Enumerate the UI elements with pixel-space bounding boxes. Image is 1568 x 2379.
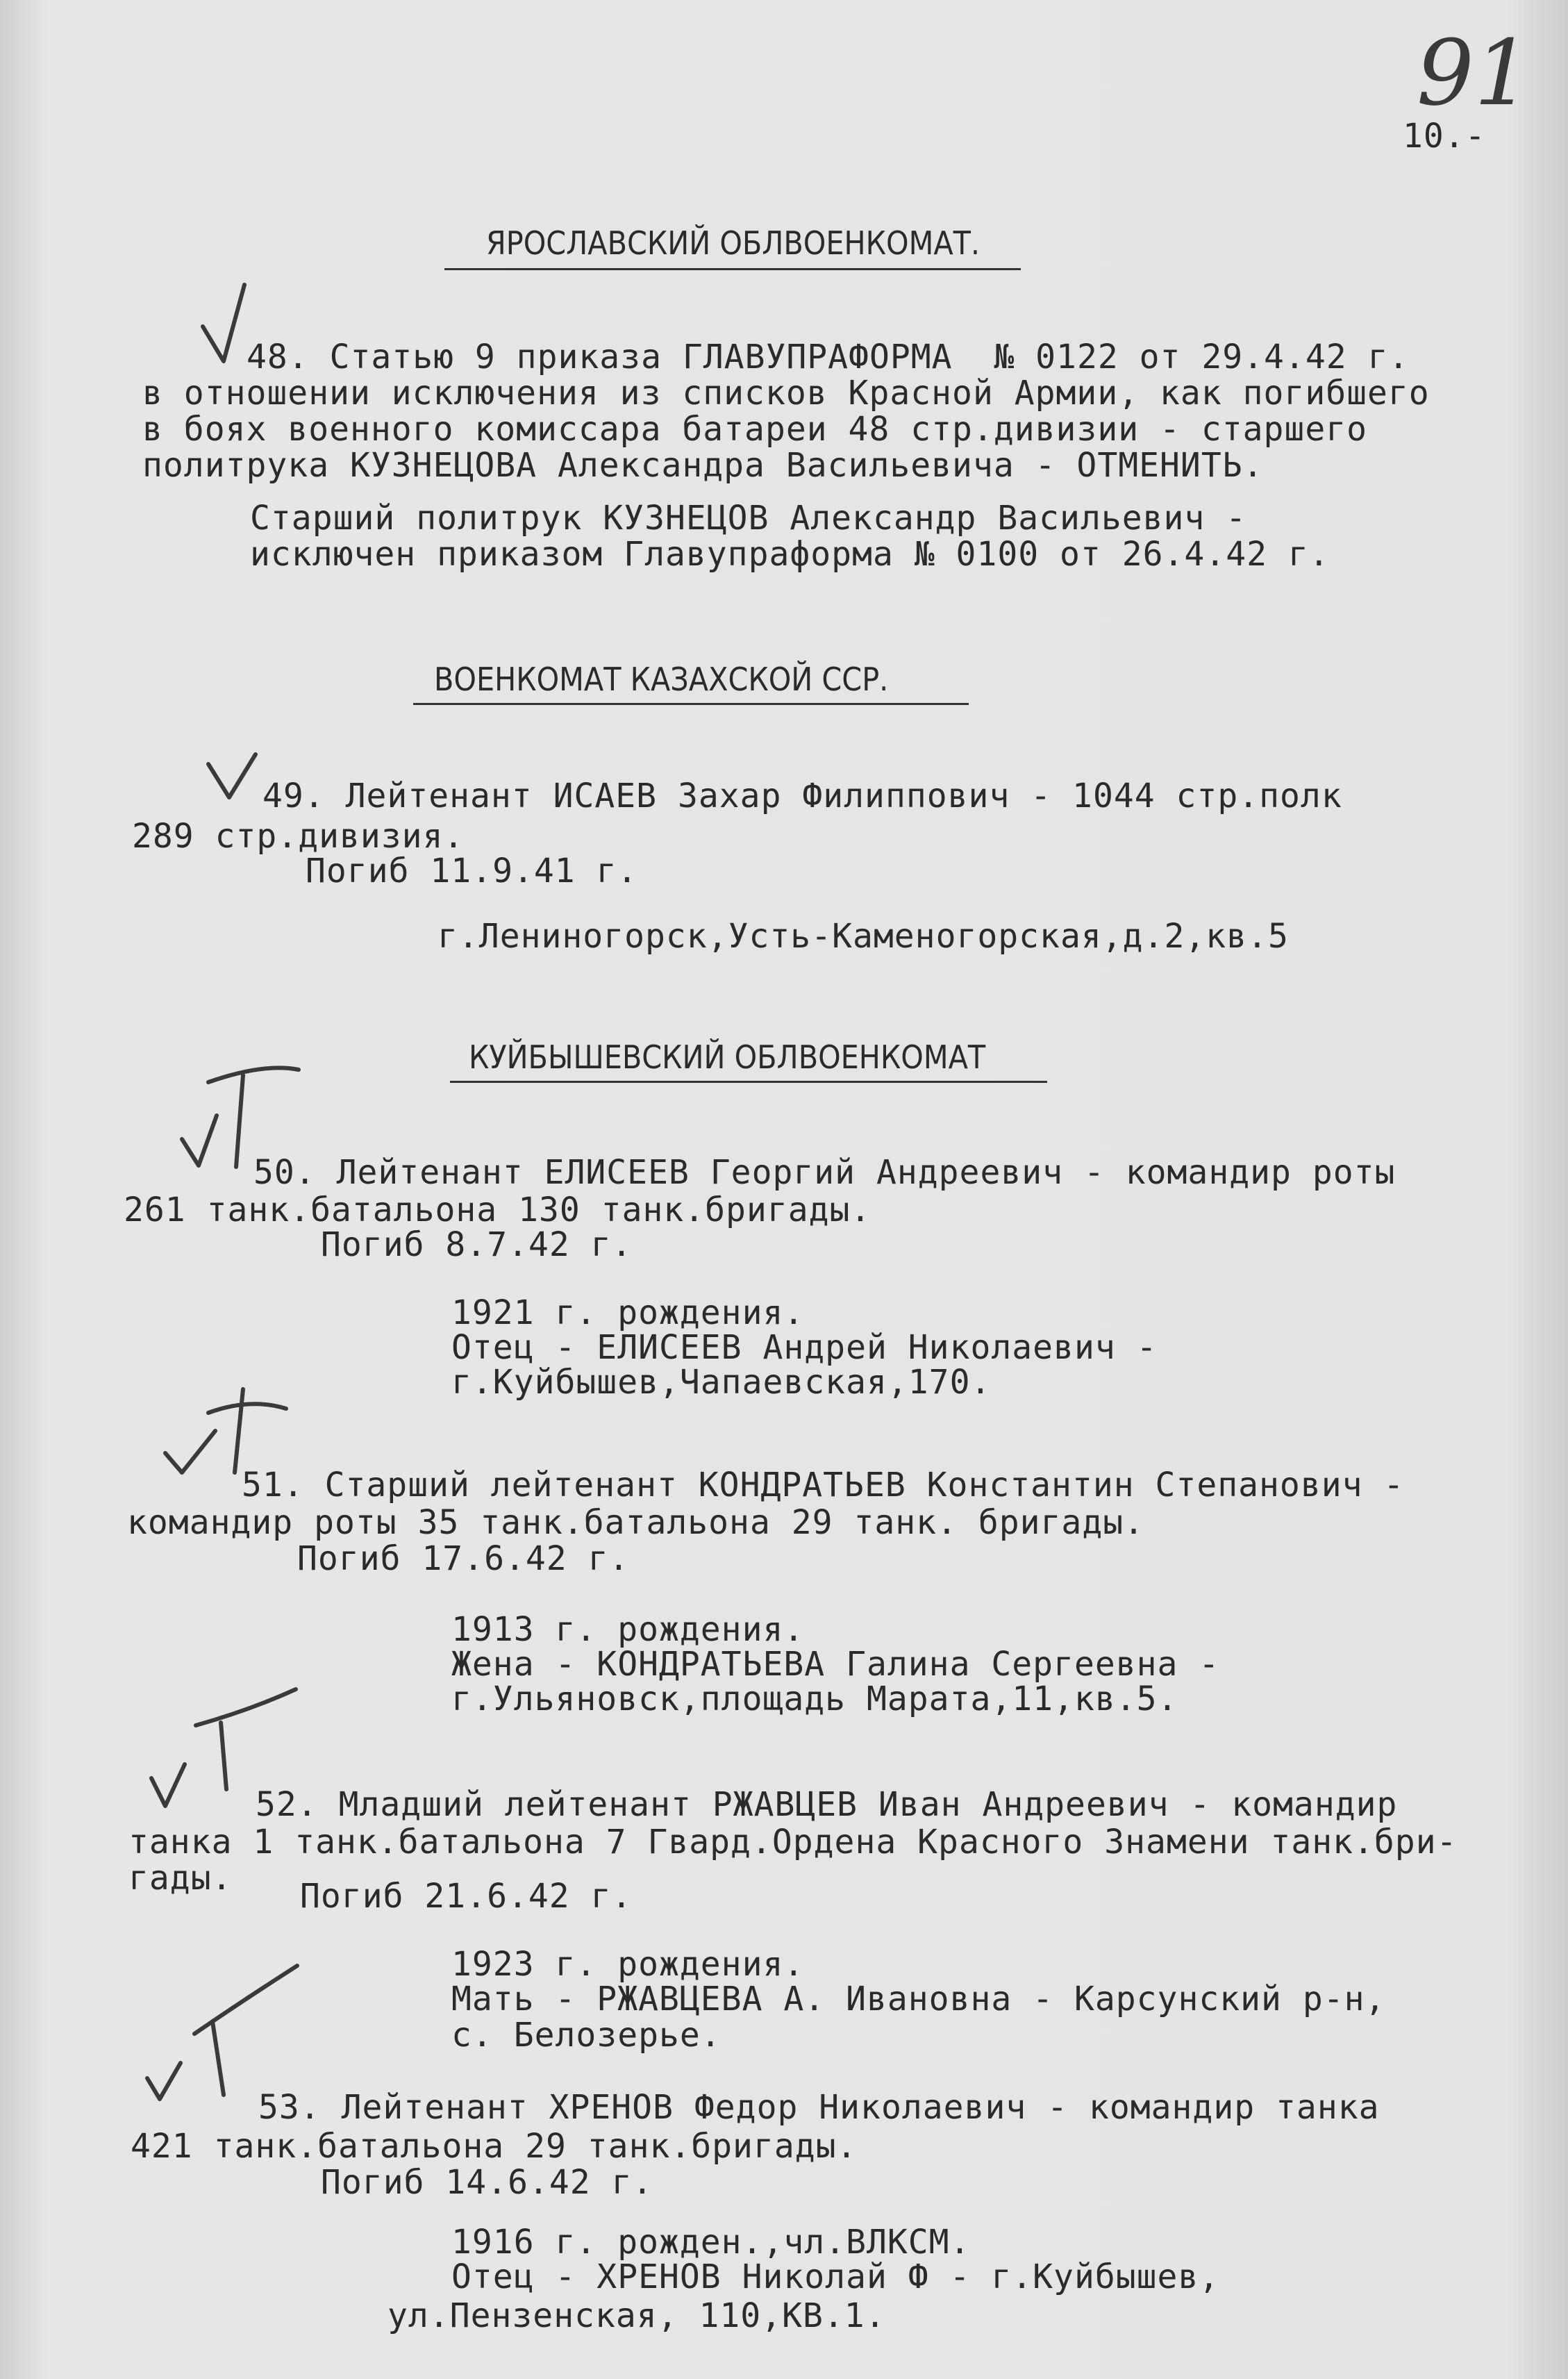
item-51-detail1: 1913 г. рождения. [451,1610,805,1649]
item-53-died: Погиб 14.6.42 г. [321,2163,653,2202]
item-48-line1: 48. Статью 9 приказа ГЛАВУПРАФОРМА № 0122 от 29.4.42 г. [247,338,1410,376]
item-51-line2: командир роты 35 танк.батальона 29 танк. бригады. [127,1503,1145,1542]
tick-mark-52 [196,1689,296,1789]
item-52-line2: танка 1 танк.батальона 7 Гвард.Ордена Красного Знамени танк.бри- [128,1823,1458,1862]
item-48-line4: политрука КУЗНЕЦОВА Александра Васильевича - ОТМЕНИТЬ. [142,446,1264,485]
item-52-line1: 52. Младший лейтенант РЖАВЦЕВ Иван Андреевич - командир [256,1785,1398,1824]
item-50-detail3: г.Куйбышев,Чапаевская,170. [451,1363,992,1402]
item-50-detail2: Отец - ЕЛИСЕЕВ Андрей Николаевич - [451,1328,1158,1367]
item-52-detail2: Мать - РЖАВЦЕВА А. Ивановна - Карсунский р-н, [451,1980,1386,2019]
check-mark-52 [151,1764,185,1806]
item-50-line2: 261 танк.батальона 130 танк.бригады. [124,1191,871,1229]
item-49-died: Погиб 11.9.41 г. [306,852,638,890]
item-53-detail3: ул.Пензенская, 110,КВ.1. [387,2296,886,2335]
check-mark-48 [203,285,244,361]
item-48-line3: в боях военного комиссара батареи 48 стр.дивизии - старшего [142,410,1368,449]
tick-mark-51 [208,1389,286,1473]
item-53-line2: 421 танк.батальона 29 танк.бригады. [131,2127,858,2166]
tick-mark-53 [194,1966,297,2095]
item-50-line1: 50. Лейтенант ЕЛИСЕЕВ Георгий Андреевич - командир роты [253,1153,1396,1192]
item-48-line2: в отношении исключения из списков Красной Армии, как погибшего [142,374,1430,413]
item-51-detail2: Жена - КОНДРАТЬЕВА Галина Сергеевна - [451,1645,1220,1684]
handwritten-page-number: 91 [1417,20,1532,126]
check-mark-51 [165,1431,215,1473]
item-51-line1: 51. Старший лейтенант КОНДРАТЬЕВ Константин Степанович - [242,1466,1405,1505]
check-mark-50 [182,1116,217,1166]
section-heading-kazakh: ВОЕНКОМАТ КАЗАХСКОЙ ССР. [434,661,889,698]
check-mark-53 [147,2063,181,2099]
item-49-address: г.Лениногорск,Усть-Каменогорская,д.2,кв.5 [437,917,1289,956]
section-heading-kuibyshev: КУЙБЫШЕВСКИЙ ОБЛВОЕНКОМАТ [469,1038,986,1076]
item-52-detail1: 1923 г. рождения. [451,1945,805,1984]
item-48-note2: исключен приказом Главупраформа № 0100 от 26.4.42 г. [250,535,1330,574]
item-50-died: Погиб 8.7.42 г. [321,1225,633,1264]
item-49-line1: 49. Лейтенант ИСАЕВ Захар Филиппович - 1044 стр.полк [262,777,1342,815]
item-51-died: Погиб 17.6.42 г. [297,1539,630,1578]
item-53-detail1: 1916 г. рожден.,чл.ВЛКСМ. [451,2223,971,2262]
tick-mark-50 [208,1068,299,1167]
item-48-note1: Старший политрук КУЗНЕЦОВ Александр Васильевич - [250,499,1247,538]
item-50-detail1: 1921 г. рождения. [451,1293,805,1332]
item-49-line2: 289 стр.дивизия. [132,817,465,856]
item-52-died: Погиб 21.6.42 г. [300,1877,633,1916]
item-52-line3: гады. [128,1859,233,1898]
item-51-detail3: г.Ульяновск,площадь Марата,11,кв.5. [451,1680,1178,1718]
section-heading-yaroslavl: ЯРОСЛАВСКИЙ ОБЛВОЕНКОМАТ. [486,224,981,262]
item-53-detail2: Отец - ХРЕНОВ Николай Ф - г.Куйбышев, [451,2257,1220,2296]
item-52-detail3: с. Белозерье. [451,2016,722,2055]
page-number: 10.- [1403,117,1486,156]
check-mark-49 [208,754,256,797]
item-53-line1: 53. Лейтенант ХРЕНОВ Федор Николаевич - командир танка [258,2088,1380,2127]
